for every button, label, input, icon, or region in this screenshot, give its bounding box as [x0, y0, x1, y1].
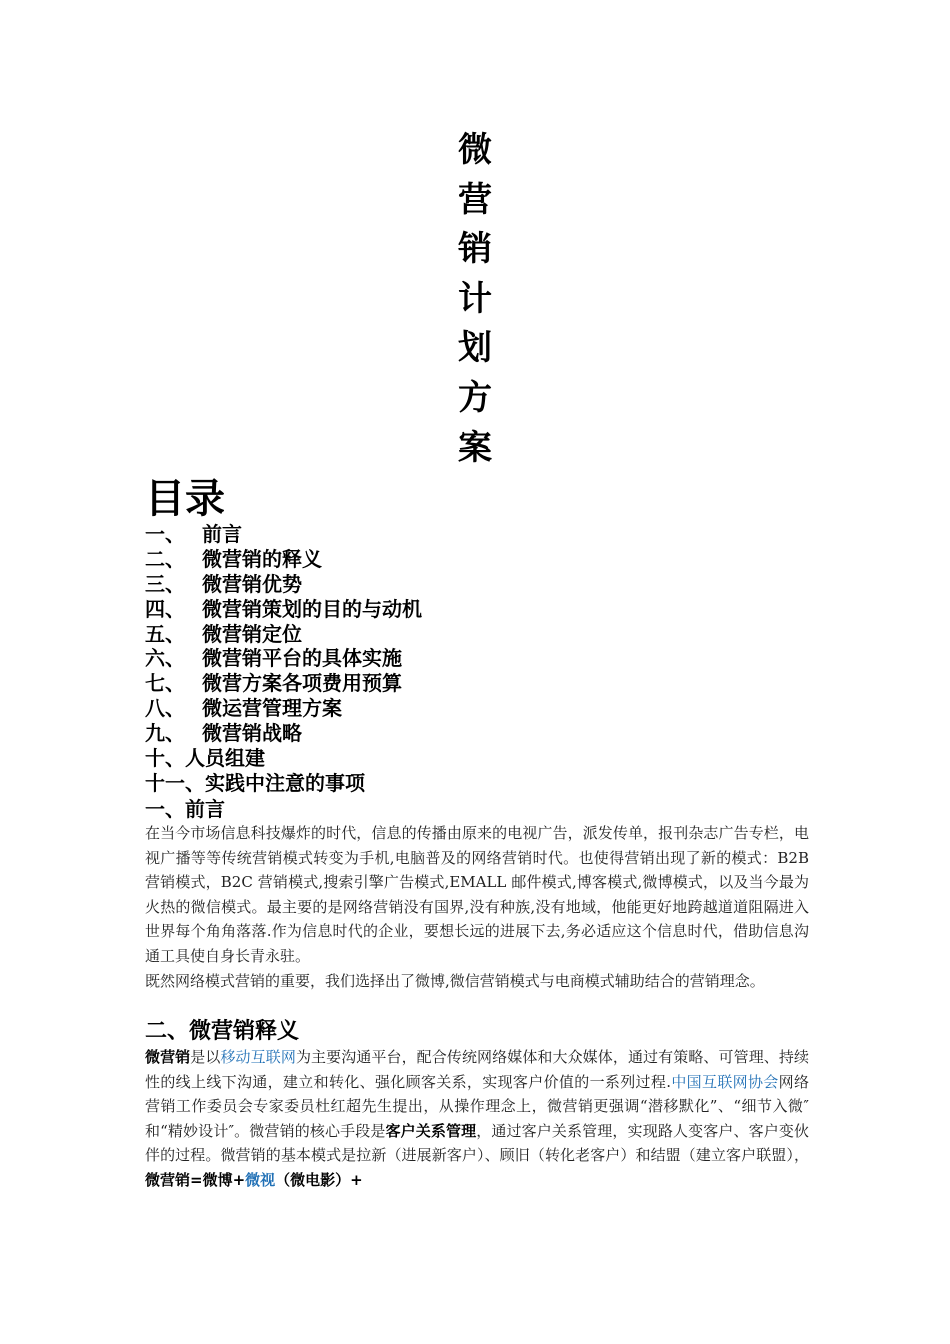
mobile-internet-link[interactable]: 移动互联网 — [220, 1048, 296, 1066]
toc-item-label: 微营方案各项费用预算 — [202, 671, 402, 696]
title-char: 销 — [458, 229, 492, 270]
title-char: 微 — [458, 130, 492, 170]
toc-item-label: 人员组建 — [185, 746, 265, 771]
toc-item-number: 四、 — [145, 596, 185, 621]
weishi-link[interactable]: 微视 — [245, 1170, 276, 1189]
toc-item-label: 微营销优势 — [202, 571, 302, 596]
toc-item-label: 前言 — [202, 522, 242, 546]
toc-item-number: 九、 — [145, 721, 185, 746]
bold-formula: （微电影）+ — [275, 1170, 363, 1189]
preface-paragraph: 既然网络模式营销的重要，我们选择出了微博,微信营销模式与电商模式辅助结合的营销理念。 — [145, 972, 765, 990]
toc-item — [145, 771, 422, 796]
toc-item-label: 实践中注意的事项 — [205, 770, 365, 795]
toc-item — [145, 572, 422, 597]
body-text: ，通过客户关系管理，实现路人变客户、客户变伙伴的过程。微营销的基本模式是拉新（进展新客户）、顾旧（转化老客户）和结盟（建立客户联盟）， — [145, 1121, 809, 1165]
bold-formula: 微营销=微博+ — [145, 1170, 246, 1189]
body-text: 是以 — [190, 1048, 221, 1066]
toc-item — [145, 646, 422, 671]
toc-item-label: 微营销定位 — [202, 621, 302, 646]
toc-item — [145, 671, 422, 696]
toc-item-label: 微营销战略 — [202, 721, 302, 746]
toc-item-number: 五、 — [145, 621, 185, 646]
table-of-contents — [145, 522, 422, 796]
toc-item-label: 微运营管理方案 — [202, 696, 342, 721]
toc-item — [145, 597, 422, 622]
section-heading-definition: 二、微营销释义 — [145, 1019, 300, 1044]
toc-item-number: 十一、 — [145, 770, 205, 795]
toc-item — [145, 696, 422, 721]
toc-item-number: 三、 — [145, 571, 185, 596]
toc-item-number: 六、 — [145, 646, 185, 671]
title-char: 方 — [458, 377, 492, 418]
toc-item-number: 一、 — [145, 522, 185, 546]
preface-paragraph: 在当今市场信息科技爆炸的时代，信息的传播由原来的电视广告，派发传单，报刊杂志广告专栏，电视广播等等传统营销模式转变为手机,电脑普及的网络营销时代。也使得营销出现了新的模式：B2B 营销模式，B2C 营销模式,搜索引擎广告模式,EMALL 邮件模式,博客模式,微博模式，以及当今最为火热的微信模式。最主要的是网络营销没有国界,没有种族,没有地域，他能更好地跨越道道阻隔进入世界每个角角落落.作为信息时代的企业，要想长远的进展下去,务必适应这个信息时代，借助信息沟通工具使自身长青永驻。 — [145, 824, 809, 965]
toc-heading: 目录 — [145, 476, 225, 522]
toc-item — [145, 547, 422, 572]
toc-item-number: 二、 — [145, 546, 185, 571]
toc-item-number: 七、 — [145, 671, 185, 696]
bold-term: 客户关系管理 — [385, 1121, 477, 1140]
toc-item-number: 八、 — [145, 696, 185, 721]
section-heading-preface: 一、前言 — [145, 797, 225, 821]
toc-item — [145, 721, 422, 746]
title-char: 案 — [458, 427, 492, 468]
title-char: 计 — [458, 278, 492, 319]
toc-item — [145, 622, 422, 647]
toc-item-label: 微营销策划的目的与动机 — [202, 596, 422, 621]
toc-item — [145, 746, 422, 771]
body-text: 网络营销工作委员会专家委员杜红超先生提出，从操作理念上，微营销更强调“潜移默化”、“细节入微″和“精妙设计″。微营销的核心手段是 — [145, 1072, 809, 1140]
toc-item-label: 微营销的释义 — [202, 546, 322, 571]
toc-item-number: 十、 — [145, 746, 185, 771]
title-char: 营 — [458, 179, 492, 220]
definition-paragraph — [145, 1045, 809, 1193]
body-text: 为主要沟通平台，配合传统网络媒体和大众媒体，通过有策略、可管理、持续性的线上线下沟通，建立和转化、强化顾客关系，实现客户价值的一系列过程. — [145, 1048, 809, 1091]
document-title — [454, 126, 496, 473]
toc-item — [145, 522, 422, 547]
china-internet-association-link[interactable]: 中国互联网协会 — [671, 1072, 779, 1091]
bold-term: 微营销 — [145, 1048, 191, 1066]
toc-item-label: 微营销平台的具体实施 — [202, 646, 402, 671]
title-char: 划 — [458, 328, 492, 369]
